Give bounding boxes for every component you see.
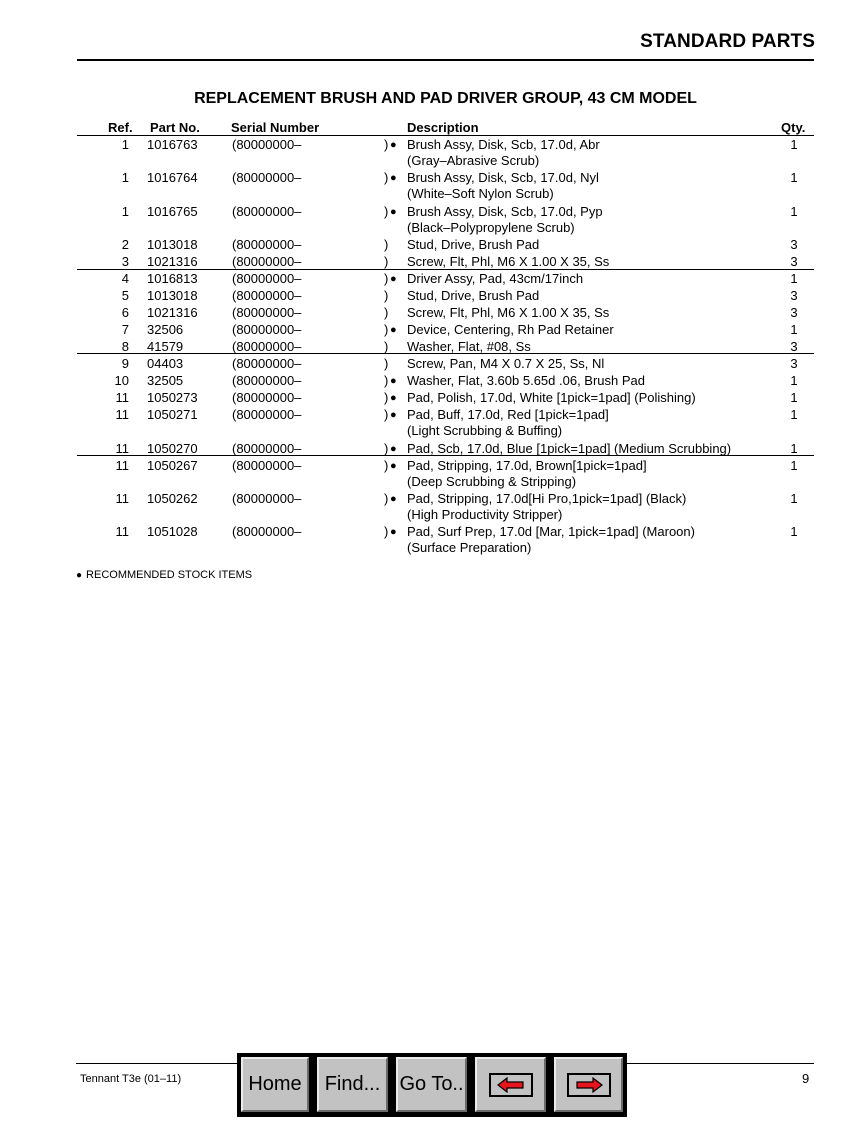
serial-number-cell: (80000000– (232, 441, 302, 456)
ref-cell: 1 (121, 137, 129, 152)
serial-number-cell: (80000000– (232, 339, 302, 354)
part-number-cell: 04403 (147, 356, 184, 371)
part-number-cell: 1013018 (147, 237, 198, 252)
recommended-bullet-icon: ● (390, 273, 397, 285)
go-to-button[interactable] (392, 1053, 471, 1117)
table-row (0, 491, 866, 525)
part-number-cell: 32506 (147, 322, 184, 337)
description-note: (Surface Preparation) (407, 540, 532, 555)
recommended-bullet-icon: ● (76, 570, 83, 581)
footer-rule (76, 1063, 237, 1064)
col-header-serial: Serial Number (231, 120, 320, 135)
table-row (0, 204, 866, 238)
qty-cell: 1 (790, 407, 798, 422)
part-number-cell: 1021316 (147, 305, 198, 320)
ref-cell: 2 (121, 237, 129, 252)
serial-number-cell: (80000000– (232, 137, 302, 152)
recommended-bullet-icon: ● (390, 139, 397, 151)
description-line: Washer, Flat, #08, Ss (407, 339, 531, 354)
col-header-description: Description (407, 120, 479, 135)
description-line: Screw, Pan, M4 X 0.7 X 25, Ss, Nl (407, 356, 605, 371)
serial-number-cell: (80000000– (232, 373, 302, 388)
description-cell (407, 137, 772, 169)
qty-cell: 1 (790, 204, 798, 219)
part-number-cell: 1051028 (147, 524, 198, 539)
serial-number-cell: (80000000– (232, 524, 302, 539)
ref-cell: 10 (114, 373, 129, 388)
serial-paren: ) (384, 373, 389, 388)
serial-number-cell: (80000000– (232, 407, 302, 422)
serial-number-cell: (80000000– (232, 491, 302, 506)
serial-paren: ) (384, 322, 389, 337)
table-row (0, 524, 866, 558)
col-header-ref: Ref. (108, 120, 133, 135)
qty-cell: 1 (790, 137, 798, 152)
part-number-cell: 1050273 (147, 390, 198, 405)
ref-cell: 11 (115, 390, 129, 405)
description-line: Pad, Polish, 17.0d, White [1pick=1pad] (Polishing) (407, 390, 696, 405)
ref-cell: 11 (115, 458, 129, 473)
description-line: Brush Assy, Disk, Scb, 17.0d, Nyl (407, 170, 599, 185)
description-cell (407, 322, 772, 338)
qty-cell: 1 (790, 373, 798, 388)
description-cell (407, 524, 772, 556)
serial-number-cell: (80000000– (232, 288, 302, 303)
serial-number-cell: (80000000– (232, 356, 302, 371)
qty-cell: 3 (790, 237, 798, 252)
description-line: Device, Centering, Rh Pad Retainer (407, 322, 614, 337)
footer-document-id: Tennant T3e (01–11) (80, 1073, 182, 1085)
description-line: Stud, Drive, Brush Pad (407, 288, 540, 303)
serial-paren: ) (384, 458, 389, 473)
description-note: (Light Scrubbing & Buffing) (407, 423, 563, 438)
serial-paren: ) (384, 441, 389, 456)
description-note: (White–Soft Nylon Scrub) (407, 186, 554, 201)
qty-cell: 1 (790, 458, 798, 473)
recommended-bullet-icon: ● (390, 493, 397, 505)
description-cell (407, 339, 772, 355)
serial-paren: ) (384, 137, 389, 152)
recommended-bullet-icon: ● (390, 206, 397, 218)
ref-cell: 7 (121, 322, 129, 337)
description-line: Driver Assy, Pad, 43cm/17inch (407, 271, 584, 286)
table-row (0, 458, 866, 492)
left-arrow-icon (489, 1073, 533, 1097)
description-cell (407, 441, 772, 457)
description-line: Pad, Surf Prep, 17.0d [Mar, 1pick=1pad] (Maroon) (407, 524, 695, 539)
ref-cell: 11 (115, 491, 129, 506)
qty-cell: 1 (790, 491, 798, 506)
ref-cell: 11 (115, 407, 129, 422)
description-line: Pad, Stripping, 17.0d, Brown[1pick=1pad] (407, 458, 647, 473)
serial-number-cell: (80000000– (232, 390, 302, 405)
description-cell (407, 237, 772, 253)
qty-cell: 1 (790, 271, 798, 286)
description-cell (407, 254, 772, 270)
description-cell (407, 407, 772, 439)
description-note: (High Productivity Stripper) (407, 507, 563, 522)
serial-number-cell: (80000000– (232, 458, 302, 473)
description-line: Pad, Scb, 17.0d, Blue [1pick=1pad] (Medium Scrubbing) (407, 441, 732, 456)
description-cell (407, 491, 772, 523)
right-arrow-icon (567, 1073, 611, 1097)
recommended-bullet-icon: ● (390, 460, 397, 472)
serial-paren: ) (384, 204, 389, 219)
description-note: (Gray–Abrasive Scrub) (407, 153, 540, 168)
description-line: Brush Assy, Disk, Scb, 17.0d, Abr (407, 137, 600, 152)
legend-text: RECOMMENDED STOCK ITEMS (86, 569, 253, 581)
find-button-label: Find... (324, 1073, 381, 1095)
serial-paren: ) (384, 288, 389, 303)
previous-page-button[interactable] (471, 1053, 550, 1117)
ref-cell: 9 (121, 356, 129, 371)
description-cell (407, 204, 772, 236)
serial-number-cell: (80000000– (232, 254, 302, 269)
legend (76, 569, 252, 581)
col-header-part: Part No. (150, 120, 200, 135)
description-note: (Black–Polypropylene Scrub) (407, 220, 575, 235)
qty-cell: 3 (790, 288, 798, 303)
part-number-cell: 1050271 (147, 407, 198, 422)
description-line: Pad, Stripping, 17.0d[Hi Pro,1pick=1pad] (Black) (407, 491, 687, 506)
serial-number-cell: (80000000– (232, 237, 302, 252)
ref-cell: 1 (121, 170, 129, 185)
qty-cell: 1 (790, 441, 798, 456)
ref-cell: 11 (115, 524, 129, 539)
serial-number-cell: (80000000– (232, 170, 302, 185)
recommended-bullet-icon: ● (390, 172, 397, 184)
serial-paren: ) (384, 305, 389, 320)
ref-cell: 3 (121, 254, 129, 269)
part-number-cell: 1013018 (147, 288, 198, 303)
ref-cell: 11 (115, 441, 129, 456)
description-cell (407, 458, 772, 490)
description-cell (407, 373, 772, 389)
home-button[interactable] (237, 1053, 313, 1117)
serial-number-cell: (80000000– (232, 322, 302, 337)
serial-paren: ) (384, 390, 389, 405)
description-cell (407, 305, 772, 321)
serial-number-cell: (80000000– (232, 271, 302, 286)
qty-cell: 1 (790, 524, 798, 539)
table-header-rule (77, 135, 814, 136)
qty-cell: 1 (790, 390, 798, 405)
serial-paren: ) (384, 524, 389, 539)
serial-paren: ) (384, 407, 389, 422)
serial-paren: ) (384, 254, 389, 269)
description-line: Stud, Drive, Brush Pad (407, 237, 540, 252)
serial-number-cell: (80000000– (232, 305, 302, 320)
recommended-bullet-icon: ● (390, 526, 397, 538)
description-cell (407, 271, 772, 287)
serial-paren: ) (384, 237, 389, 252)
qty-cell: 3 (790, 356, 798, 371)
description-cell (407, 390, 772, 406)
recommended-bullet-icon: ● (390, 443, 397, 455)
description-line: Brush Assy, Disk, Scb, 17.0d, Pyp (407, 204, 603, 219)
ref-cell: 1 (121, 204, 129, 219)
part-number-cell: 1016813 (147, 271, 198, 286)
go-to-button-label: Go To.. (399, 1073, 464, 1095)
part-number-cell: 32505 (147, 373, 184, 388)
qty-cell: 3 (790, 254, 798, 269)
part-number-cell: 1016764 (147, 170, 198, 185)
next-page-button[interactable] (550, 1053, 627, 1117)
serial-number-cell: (80000000– (232, 204, 302, 219)
recommended-bullet-icon: ● (390, 392, 397, 404)
header-rule (77, 59, 814, 61)
page-number: 9 (802, 1071, 810, 1086)
part-number-cell: 1050270 (147, 441, 198, 456)
serial-paren: ) (384, 271, 389, 286)
home-button-label: Home (248, 1073, 302, 1095)
part-number-cell: 1016763 (147, 137, 198, 152)
table-row (0, 407, 866, 441)
part-number-cell: 1050262 (147, 491, 198, 506)
ref-cell: 5 (121, 288, 129, 303)
ref-cell: 6 (121, 305, 129, 320)
recommended-bullet-icon: ● (390, 324, 397, 336)
description-line: Washer, Flat, 3.60b 5.65d .06, Brush Pad (407, 373, 645, 388)
serial-paren: ) (384, 491, 389, 506)
qty-cell: 1 (790, 322, 798, 337)
recommended-bullet-icon: ● (390, 409, 397, 421)
ref-cell: 4 (121, 271, 129, 286)
qty-cell: 3 (790, 305, 798, 320)
description-cell (407, 288, 772, 304)
table-row (0, 137, 866, 171)
serial-paren: ) (384, 339, 389, 354)
ref-cell: 8 (121, 339, 129, 354)
serial-paren: ) (384, 356, 389, 371)
part-number-cell: 1050267 (147, 458, 198, 473)
description-cell (407, 356, 772, 372)
col-header-qty: Qty. (781, 120, 806, 135)
footer-rule (626, 1063, 814, 1064)
description-cell (407, 170, 772, 202)
description-line: Screw, Flt, Phl, M6 X 1.00 X 35, Ss (407, 254, 610, 269)
table-row (0, 170, 866, 204)
part-number-cell: 1021316 (147, 254, 198, 269)
part-number-cell: 41579 (147, 339, 184, 354)
description-line: Screw, Flt, Phl, M6 X 1.00 X 35, Ss (407, 305, 610, 320)
find-button[interactable] (313, 1053, 392, 1117)
description-line: Pad, Buff, 17.0d, Red [1pick=1pad] (407, 407, 609, 422)
part-number-cell: 1016765 (147, 204, 198, 219)
section-title: STANDARD PARTS (640, 31, 815, 52)
qty-cell: 1 (790, 170, 798, 185)
serial-paren: ) (384, 170, 389, 185)
recommended-bullet-icon: ● (390, 375, 397, 387)
description-note: (Deep Scrubbing & Stripping) (407, 474, 577, 489)
group-title: REPLACEMENT BRUSH AND PAD DRIVER GROUP, 43 CM MODEL (194, 90, 697, 107)
qty-cell: 3 (790, 339, 798, 354)
